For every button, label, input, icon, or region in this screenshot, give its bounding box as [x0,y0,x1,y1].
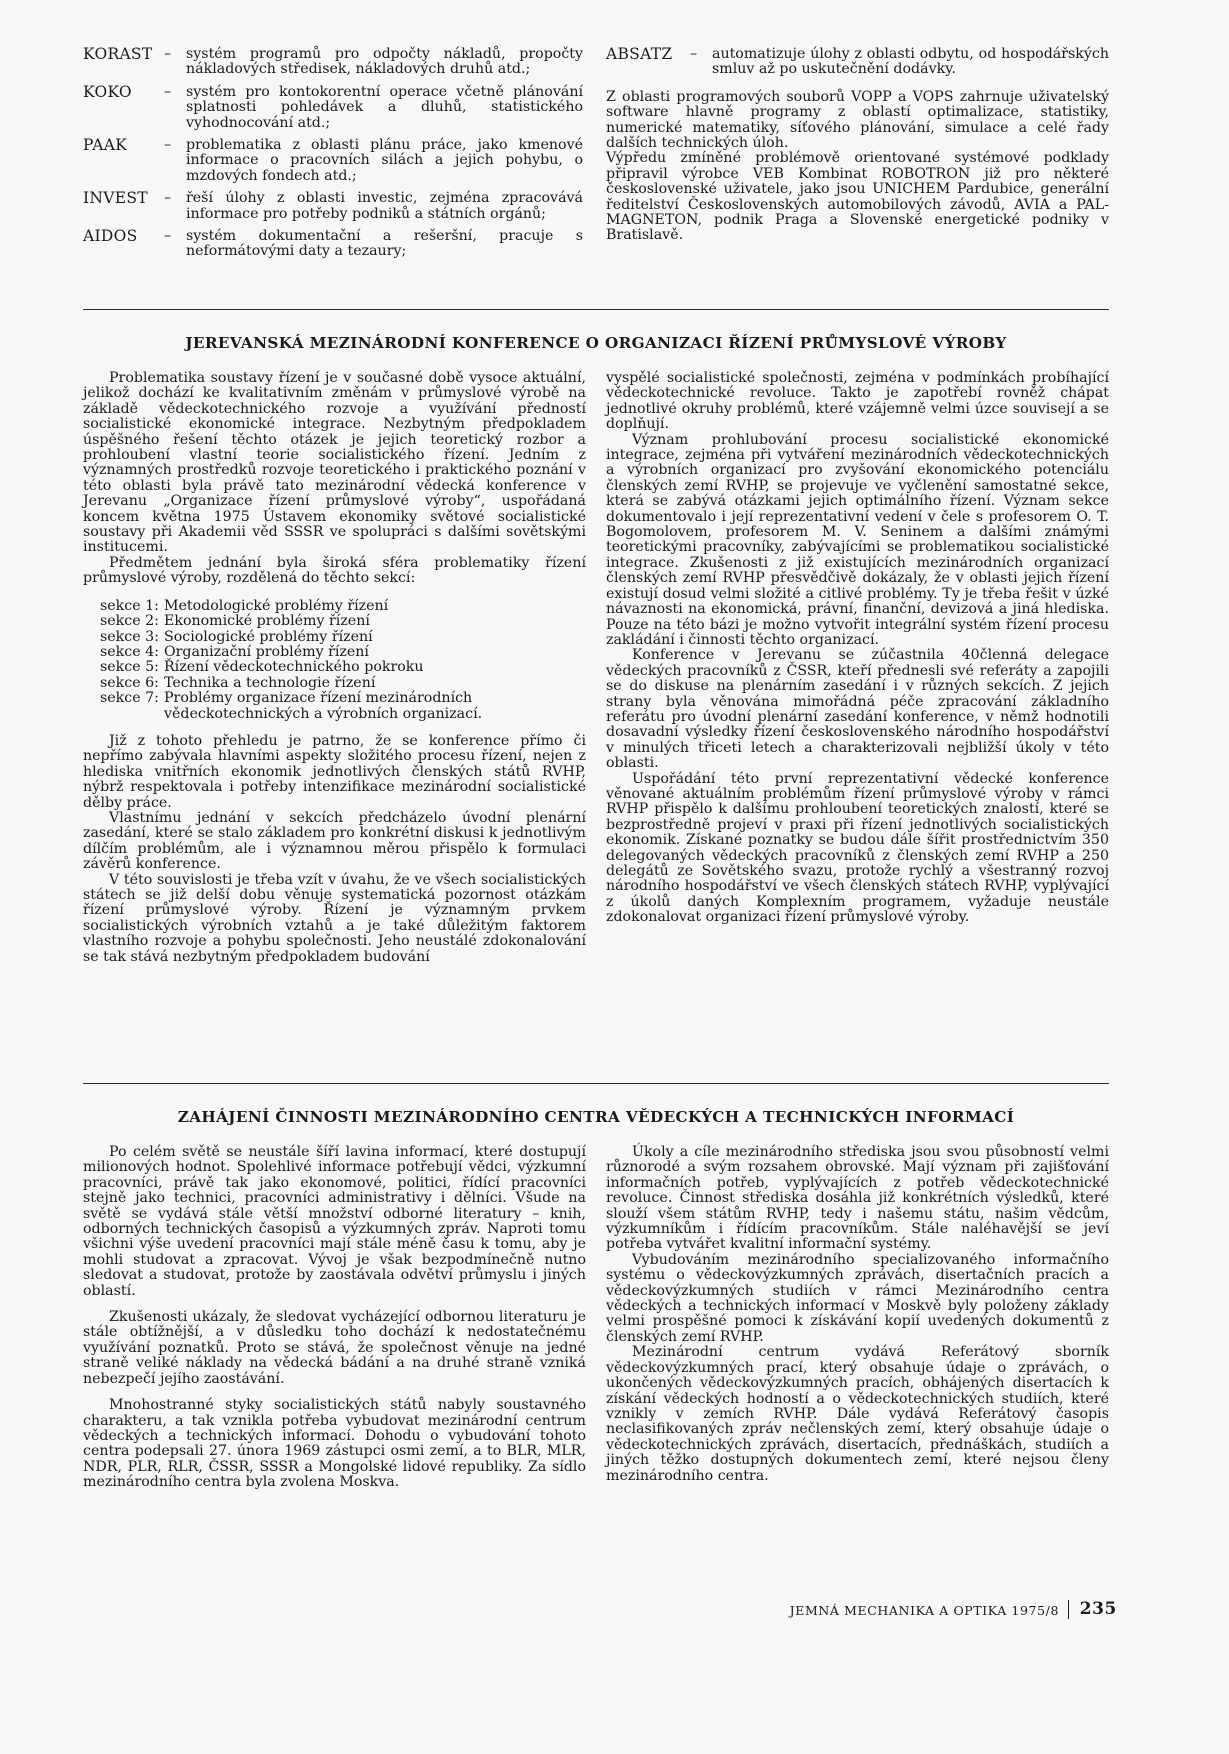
section-divider [83,1083,1109,1084]
glossary-desc: automatizuje úlohy z oblasti odbytu, od hospodářských smluv až po uskutečnění dodávky. [712,46,1109,78]
glossary-item: INVEST – řeší úlohy z oblasti investic, zejména zpracovává informace pro potřeby podniků a státních orgánů; [83,189,583,222]
glossary-term: KOKO [83,82,132,101]
page-number: 235 [1079,1599,1117,1619]
paragraph: Mnohostranné styky socialistických států nabyly soustavného charakteru, a tak vznikla potřeba vybudovat mezinárodní centrum vědeckých a technických informací. Dohodu o vybudování tohoto centra podepsali 27. února 1969 zástupci osmi zemí, a to BLR, MLR, NDR, PLR, RLR, ČSSR, SSSR a Mongolské lidové republiky. Za sídlo mezinárodního centra byla zvolena Moskva. [83,1397,586,1491]
paragraph: Úkoly a cíle mezinárodního střediska jsou svou působností velmi různorodé a svým rozsahem obrovské. Mají význam při zajišťování informačních potřeb, vyplývajících z potřeb vědeckotechnické revoluce. Činnost střediska dosáhla již konkrétních výsledků, které slouží všem státům RVHP, tedy i našemu státu, našim vědcům, výzkumníkům i řídícím pracovníkům. Stále naléhavější se jeví potřeba vytvářet kvalitní informační systémy. [606,1144,1109,1253]
paragraph: Mezinárodní centrum vydává Referátový sborník vědeckovýzkumných prací, který obsahuje údaje o zprávách, o ukončených vědeckovýzkumných pracích, obhájených disertacích k získání vědeckých hodností a o vědeckotechnických studiích, které vznikly v zemích RVHP. Dále vydává Referátový časopis neclasifikovaných zpráv nečlenských zemí, který obsahuje údaje o vědeckotechnických zprávách, disertacích, přednáškách, studiích a jiných těžko dostupných dokumentech zemí, které nejsou členy mezinárodního centra. [606,1344,1109,1484]
section-list [83,599,586,722]
list-item: sekce 4: Organizační problémy řízení [100,643,369,660]
glossary-term: ABSATZ [606,45,673,63]
list-item: sekce 5: Řízení vědeckotechnického pokroku [100,659,424,676]
system-glossary [83,47,583,267]
glossary-desc: systém programů pro odpočty nákladů, propočty nákladových středisek, nákladových druhů atd.; [186,46,583,78]
paragraph: Již z tohoto přehledu je patrno, že se konference přímo či nepřímo zabývala hlavními aspekty složitého procesu řízení, nejen z hlediska vnitřních ekonomik jednotlivých členských států RVHP, nýbrž respektovala i potřeby intenzifikace mezinárodní socialistické dělby práce. [83,732,586,811]
paragraph: Z oblasti programových souborů VOPP a VOPS zahrnuje uživatelský software hlavně programy z oblastí optimalizace, statistiky, numerické matematiky, síťového plánování, simulace a celé řady dalších technických úloh. [606,88,1109,152]
paragraph: Problematika soustavy řízení je v současné době vysoce aktuální, jelikož dochází ke kvalitativním změnám v průmyslové výrobě na základě vědeckotechnického rozvoje a využívání předností socialistické ekonomické integrace. Nezbytným předpokladem úspěšného řešení těchto otázek je jejich teoretický rozbor a prohloubení vlastní teorie socialistického řízení. Jedním z významných prostředků rozvoje teoretického i praktického poznání v této oblasti byla právě tato mezinárodní vědecká konference v Jerevanu „Organizace řízení průmyslové výroby“, uspořádaná koncem května 1975 Ústavem ekonomiky světové socialistické soustavy při Akademii věd SSSR ve spolupráci s dalšími sovětskými institucemi. [83,370,586,556]
paragraph: Význam prohlubování procesu socialistické ekonomické integrace, zejména při vytváření mezinárodních vědeckotechnických a výrobních organizací pro zvyšování ekonomického potenciálu členských zemí RVHP, se projevuje ve vyčlenění samostatné sekce, která se zabývá otázkami jejich optimálního řízení. Význam sekce dokumentovalo i její reprezentativní vedení v čele s profesorem O. T. Bogomolovem, profesorem M. V. Seninem a dalšími známými teoretickými pracovníky, zabývajícími se problematikou socialistické integrace. Zkušenosti z již existujících mezinárodních organizací členských zemí RVHP přesvědčivě dokázaly, že v oblasti jejich řízení existují dosud velmi složité a citlivé problémy. Ty je třeba řešit v úzké návaznosti na ekonomická, právní, finanční, devizová a jiná hlediska. Pouze na této bázi je možno vytvořit integrální systém řízení procesu zakládání i činnosti těchto organizací. [606,431,1109,648]
paragraph: Uspořádání této první reprezentativní vědecké konference věnované aktuálním problémům řízení průmyslové výroby v rámci RVHP přispělo k dalšímu prohloubení teoretických znalostí, které se bezprostředně projeví v praxi při řízení jednotlivých socialistických ekonomik. Získané poznatky se budou dále šířit prostřednictvím 350 delegovaných vědeckých pracovníků z členských zemí RVHP a 250 delegátů ze Sovětského svazu, protože rychlý a všestranný rozvoj národního hospodářství ve všech členských státech RVHP, vyplývající z úkolů daných Komplexním programem, vyžaduje neustále zdokonalovat organizaci řízení průmyslové výroby. [606,770,1109,926]
paragraph: Výpředu zmíněné problémově orientované systémové podklady připravil výrobce VEB Kombinat ROBOTRON již pro některé československé uživatele, jako jsou UNICHEM Pardubice, generální ředitelství Československých automobilových závodů, AVIA a PAL-MAGNETON, podnik Praga a Slovenské energetické podniky v Bratislavě. [606,150,1109,244]
glossary-term: INVEST [83,189,148,208]
glossary-desc: systém dokumentační a rešeršní, pracuje s neformátovými daty a tezaury; [186,228,583,260]
top-right-column [606,47,1109,244]
page-footer [757,1599,1117,1621]
article2-left-column [83,1145,586,1491]
footer-divider [1068,1600,1069,1619]
paragraph: Vlastnímu jednání v sekcích předcházelo úvodní plenární zasedání, které se stalo základem pro konkrétní diskusi k jednotlivým dílčím problémům, ale i významnou měrou přispělo k formulaci závěrů konference. [83,809,586,873]
section-divider [83,309,1109,310]
paragraph: Konference v Jerevanu se zúčastnila 40členná delegace vědeckých pracovníků z ČSSR, kteří přednesli své referáty a zapojili se do diskuse na plenárním zasedání i v různých sekcích. Z jejich strany byla věnována mimořádná péče zpracování základního referátu pro úvodní plenární zasedání konference, v němž hodnotili dosavadní výsledky řízení československého národního hospodářství v minulých třiceti letech a charakterizovali nejbližší úkoly v této oblasti. [606,647,1109,772]
journal-title: JEMNÁ MECHANIKA A OPTIKA 1975/8 [789,1603,1059,1618]
paragraph: V této souvislosti je třeba vzít v úvahu, že ve všech socialistických státech se již delší dobu věnuje systematická pozornost otázkám řízení průmyslové výroby. Řízení je významným prvkem socialistických výrobních vztahů a je také důležitým faktorem vlastního rozvoje a pohybu společnosti. Jeho neustálé zdokonalování se tak stává nezbytným předpokladem budování [83,871,586,965]
paragraph: Po celém světě se neustále šíří lavina informací, které dostupují milionových hodnot. Spolehlivé informace potřebují vědci, výzkumní pracovníci, právě tak jako ekonomové, politici, řídící pracovníci stejně jako technici, pracovníci administrativy i dělníci. Všude na světě se vydává stále větší množství odborné literatury – knih, odborných technických časopisů a výzkumných zpráv. Naproti tomu všichni výše uvedení pracovníci mají stále méně času k tomu, aby je mohli studovat a zpracovat. Vývoj je však bezpodmínečně nutno sledovat a studovat, protože by zaostávala odvětví průmyslu i jiných oblastí. [83,1144,586,1299]
glossary-item: KORAST – systém programů pro odpočty nákladů, propočty nákladových středisek, nákladových druhů atd.; [83,45,583,78]
glossary-item: PAAK – problematika z oblasti plánu práce, jako kmenové informace o pracovních silách a jejich pohybu, o mzdových fondech atd.; [83,136,583,184]
list-item: sekce 2: Ekonomické problémy řízení [100,613,370,630]
list-item: sekce 3: Sociologické problémy řízení [100,628,373,645]
glossary-desc: systém pro kontokorentní operace včetně plánování splatnosti pohledávek a dluhů, statistického vyhodnocování atd.; [186,83,583,131]
glossary-term: AIDOS [83,227,138,246]
glossary-term: PAAK [83,136,128,155]
paragraph: Vybudováním mezinárodního specializovaného informačního systému o vědeckovýzkumných zprávách, disertačních pracích a vědeckovýzkumných studiích v rámci Mezinárodního centra vědeckých a technických informací v Moskvě byly položeny základy velmi prospěšné pomoci k získávání kopií uvedených dokumentů z členských zemí RVHP. [606,1251,1109,1345]
glossary-item: KOKO – systém pro kontokorentní operace včetně plánování splatnosti pohledávek a dluhů, statistického vyhodnocování atd.; [83,82,583,131]
paragraph: vyspělé socialistické společnosti, zejména v podmínkách probíhající vědeckotechnické revoluce. Takto je zapotřebí rovněž chápat jednotlivé okruhy problémů, které vzájemně velmi úzce souvisejí a se doplňují. [606,370,1109,433]
list-item: sekce 6: Technika a technologie řízení [100,674,376,691]
list-item: sekce 1: Metodologické problémy řízení [100,597,389,614]
article1-left-column [83,371,586,965]
paragraph: Zkušenosti ukázaly, že sledovat vycházející odbornou literaturu je stále obtížnější, a v důsledku toho dochází k nedostatečnému využívání poznatků. Proto se stává, že společnost věnuje na jedné straně veliké náklady na vědecká bádání a na druhé straně vzniká nebezpečí jejího zaostávání. [83,1309,586,1387]
glossary-term: KORAST [83,45,153,63]
article-title: ZAHÁJENÍ ČINNOSTI MEZINÁRODNÍHO CENTRA VĚDECKÝCH A TECHNICKÝCH INFORMACÍ [177,1108,1015,1126]
glossary-item: ABSATZ – automatizuje úlohy z oblasti odbytu, od hospodářských smluv až po uskutečnění dodávky. [606,45,1109,78]
paragraph: Předmětem jednání byla široká sféra problematiky řízení průmyslové výroby, rozdělená do těchto sekcí: [83,554,586,587]
article-title: JEREVANSKÁ MEZINÁRODNÍ KONFERENCE O ORGANIZACI ŘÍZENÍ PRŮMYSLOVÉ VÝROBY [185,334,1007,352]
article1-right-column [606,371,1109,926]
glossary-item: AIDOS – systém dokumentační a rešeršní, pracuje s neformátovými daty a tezaury; [83,227,583,260]
article2-right-column [606,1145,1109,1484]
glossary-desc: problematika z oblasti plánu práce, jako kmenové informace o pracovních silách a jejich pohybu, o mzdových fondech atd.; [186,137,583,184]
list-item: sekce 7: Problémy organizace řízení mezinárodních vědeckotechnických a výrobních organizací. [100,690,483,722]
glossary-desc: řeší úlohy z oblasti investic, zejména zpracovává informace pro potřeby podniků a státních orgánů; [186,190,583,222]
